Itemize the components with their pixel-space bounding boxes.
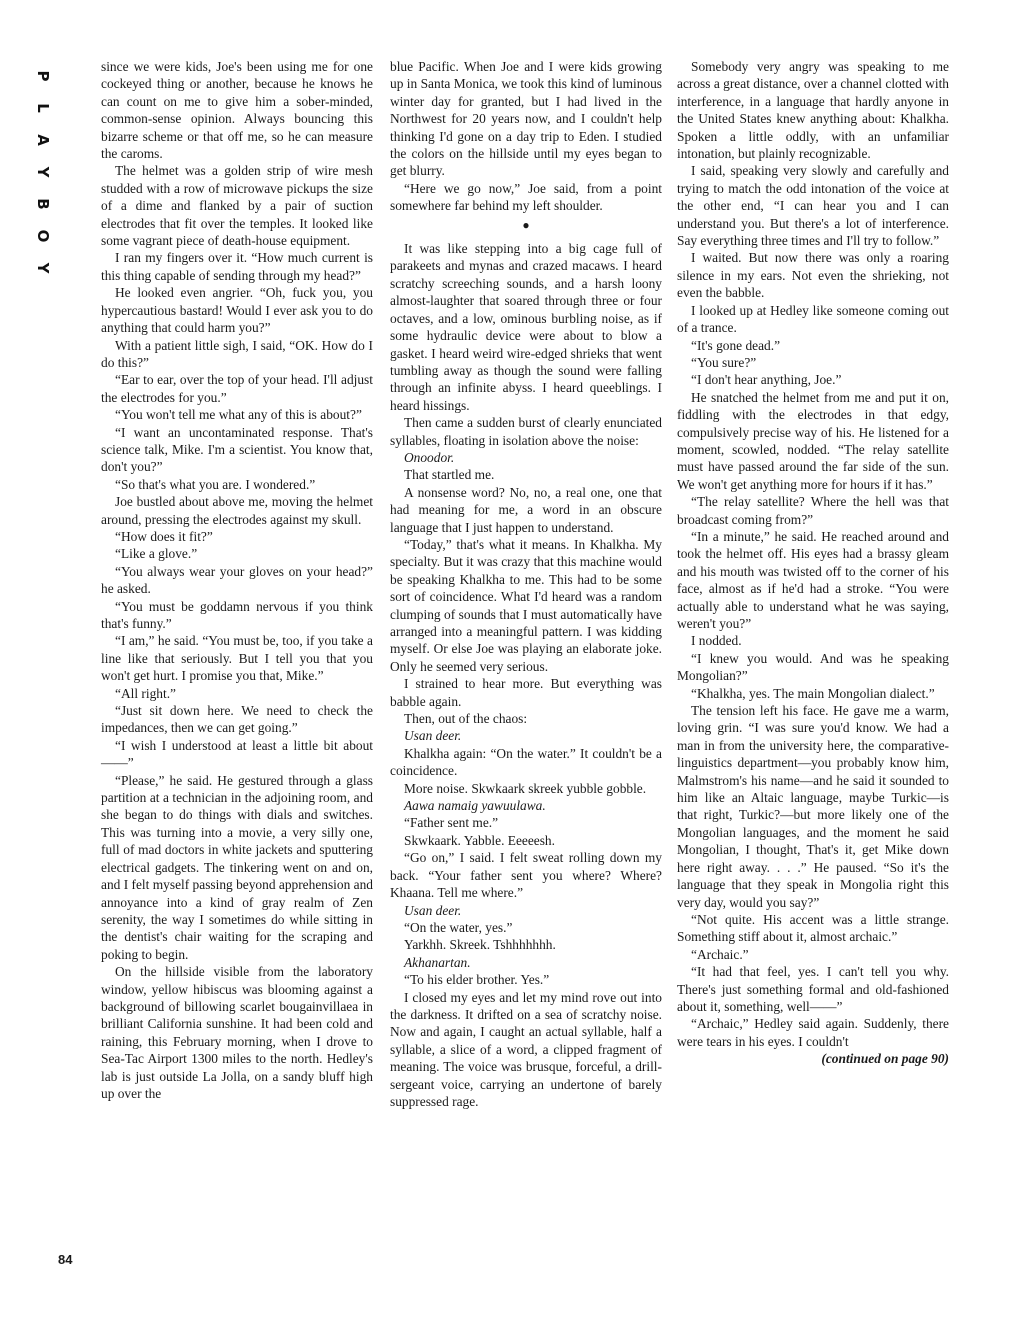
paragraph: I waited. But now there was only a roaring silence in my ears. Not even the shrieking, not even the babble. bbox=[677, 250, 949, 301]
paragraph: “I am,” he said. “You must be, too, if you take a line like that seriously. But I tell you that you won't get hurt. I promise you that, Mike.” bbox=[101, 633, 373, 684]
paragraph: That startled me. bbox=[404, 467, 495, 483]
text-column-3 bbox=[677, 58, 949, 1068]
paragraph: “Archaic,” Hedley said again. Suddenly, there were tears in his eyes. I couldn't bbox=[677, 1016, 949, 1049]
running-head-letter: Y bbox=[34, 262, 52, 274]
paragraph: “Father sent me.” bbox=[404, 815, 499, 831]
paragraph: “On the water, yes.” bbox=[404, 919, 513, 935]
paragraph: “So that's what you are. I wondered.” bbox=[115, 476, 316, 492]
paragraph: The tension left his face. He gave me a warm, loving grin. “I was sure you'd know. We had a man in from the university here, the comparative-linguistics department—you probably know him, Malmstrom's his name—and he said it sounded to him like an Altaic language, maybe Turkic—is that right, Turkic?—but more likely one of the Mongolian languages, and the moment he said Mongolian, I thought, That's it, get Mike down here right away. . . .” He paused. “So it's the language that they speak in Mongolia right this very day, would you say?” bbox=[677, 703, 949, 910]
paragraph: “The relay satellite? Where the hell was that broadcast coming from?” bbox=[677, 494, 949, 527]
paragraph: “How does it fit?” bbox=[115, 528, 213, 544]
paragraph: With a patient little sigh, I said, “OK. How do I do this?” bbox=[101, 337, 373, 370]
paragraph: Akhanartan. bbox=[404, 954, 471, 970]
paragraph: Usan deer. bbox=[404, 902, 462, 918]
paragraph: I closed my eyes and let my mind rove out into the darkness. It drifted on a sea of scratchy noise. Now and again, I caught an actual syllable, half a syllable, a slice of a word, a clipped fragment of meaning. The voice was brusque, forceful, a drill-sergeant voice, carrying an undertone of barely suppressed rage. bbox=[390, 989, 662, 1109]
paragraph: (continued on page 90) bbox=[821, 1051, 949, 1067]
paragraph: “You always wear your gloves on your head?” he asked. bbox=[101, 563, 373, 597]
text-column-1 bbox=[101, 58, 373, 1102]
paragraph: “Here we go now,” Joe said, from a point somewhere far behind my left shoulder. bbox=[390, 180, 662, 214]
paragraph: blue Pacific. When Joe and I were kids growing up in Santa Monica, we took this kind of luminous winter day for granted, but I had lived in the Northwest for 20 years now, and I couldn't help thinking I'd gone on a day trip to Eden. I studied the colors on the hillside until my eyes began to get blurry. bbox=[390, 59, 662, 179]
paragraph: Joe bustled about above me, moving the helmet around, pressing the electrodes against my skull. bbox=[101, 494, 373, 527]
paragraph: I nodded. bbox=[691, 633, 742, 649]
paragraph: “Go on,” I said. I felt sweat rolling down my back. “Your father sent you where? Where? Khaana. Tell me where.” bbox=[390, 850, 662, 901]
page-number: 84 bbox=[58, 1252, 73, 1267]
paragraph: “Just sit down here. We need to check the impedances, then we can get going.” bbox=[101, 703, 373, 736]
running-head-letter: P bbox=[34, 70, 52, 82]
paragraph: More noise. Skwkaark skreek yubble gobble. bbox=[404, 780, 647, 796]
paragraph: “Ear to ear, over the top of your head. I'll adjust the electrodes for you.” bbox=[101, 372, 373, 405]
paragraph: “Archaic.” bbox=[691, 946, 749, 962]
paragraph: Then came a sudden burst of clearly enunciated syllables, floating in isolation above the noise: bbox=[390, 415, 662, 448]
text-column-2 bbox=[390, 58, 662, 1110]
paragraph: Then, out of the chaos: bbox=[404, 711, 528, 727]
paragraph: “Khalkha, yes. The main Mongolian dialect.” bbox=[691, 685, 935, 701]
paragraph: Usan deer. bbox=[404, 728, 462, 744]
paragraph: I ran my fingers over it. “How much current is this thing capable of sending through my head?” bbox=[101, 250, 373, 283]
section-break: ● bbox=[522, 217, 530, 232]
paragraph: “You must be goddamn nervous if you think that's funny.” bbox=[101, 598, 373, 631]
paragraph: Somebody very angry was speaking to me across a great distance, over a channel clotted with interference, in a language that hardly anyone in the United States knew anything about: Khalkha. Spoken a little oddly, with an unfamiliar intonation, but plainly recognizable. bbox=[677, 59, 949, 162]
paragraph: Skwkaark. Yabble. Eeeeesh. bbox=[404, 832, 555, 848]
paragraph: Yarkhh. Skreek. Tshhhhhhh. bbox=[404, 937, 556, 953]
paragraph: “You won't tell me what any of this is about?” bbox=[115, 407, 362, 423]
running-head-letter: Y bbox=[34, 166, 52, 178]
paragraph: “In a minute,” he said. He reached around and took the helmet off. His eyes had a brassy gleam and his mouth was twisted off to the corner of his face, almost as if he'd had a stroke. “You were actually able to understand what he was saying, weren't you?” bbox=[677, 528, 949, 631]
running-head-letter: B bbox=[34, 198, 52, 210]
paragraph: “It had that feel, yes. I can't tell you why. There's just something formal and old-fashioned about it, something, well——” bbox=[677, 964, 949, 1014]
paragraph: since we were kids, Joe's been using me for one cockeyed thing or another, because he knows he can count on me to give him a sober-minded, common-sense opinion. Always bouncing this bizarre scheme or that off me, so he can measure the caroms. bbox=[101, 59, 373, 162]
running-head-letter: A bbox=[34, 134, 52, 146]
paragraph: I said, speaking very slowly and carefully and trying to match the odd intonation of the voice at the other end, “I can hear you and I can understand you. But there's a lot of interference. Say everything three times and I'll try to follow.” bbox=[677, 163, 949, 249]
paragraph: “Today,” that's what it means. In Khalkha. My specialty. But it was crazy that this machine would be speaking Khalkha to me. This had to be some sort of coincidence. What I'd heard was a random clumping of sounds that I must automatically have arranged into a meaningful pattern. I was kidding myself. Or else Joe was playing an elaborate joke. Only he seemed very serious. bbox=[390, 536, 662, 674]
paragraph: A nonsense word? No, no, a real one, one that had meaning for me, a word in an obscure language that I just happen to understand. bbox=[390, 484, 662, 535]
paragraph: “You sure?” bbox=[691, 354, 757, 370]
paragraph: “Please,” he said. He gestured through a glass partition at a technician in the adjoining room, and she began to do things with dials and switches. This was turning into a movie, a very silly one, full of mad doctors in white jackets and sputtering electrical gadgets. The tinkering went on and on, and I felt myself passing beyond apprehension and annoyance into a kind of gray realm of Zen serenity, the way I sometimes do while sitting in the dentist's chair waiting for the scraping and poking to begin. bbox=[101, 772, 373, 962]
paragraph: On the hillside visible from the laboratory window, yellow hibiscus was blooming against a background of billowing scarlet bougainvillaea in brilliant California sunshine. It had been cold and raining, this February morning, when I drove to Sea-Tac Airport 1300 miles to the north. Hedley's lab is just outside La Jolla, on a sandy bluff high up over the bbox=[101, 964, 373, 1101]
paragraph: Onoodor. bbox=[404, 449, 455, 465]
paragraph: The helmet was a golden strip of wire mesh studded with a row of microwave pickups the size of a dime and flanked by a pair of suction electrodes that fit over the temples. It looked like some vagrant piece of death-house equipment. bbox=[101, 163, 373, 249]
running-head-letter: L bbox=[34, 103, 52, 113]
paragraph: “I knew you would. And was he speaking Mongolian?” bbox=[677, 650, 949, 684]
paragraph: “It's gone dead.” bbox=[691, 337, 781, 353]
running-head-letter: O bbox=[34, 229, 52, 243]
paragraph: “Like a glove.” bbox=[115, 546, 198, 562]
paragraph: I looked up at Hedley like someone coming out of a trance. bbox=[677, 302, 949, 336]
paragraph: “I don't hear anything, Joe.” bbox=[691, 372, 842, 388]
paragraph: Aawa namaig yawuulawa. bbox=[404, 798, 546, 814]
paragraph: “All right.” bbox=[115, 685, 176, 701]
paragraph: He snatched the helmet from me and put it on, fiddling with the electrodes in that edgy, compulsively precise way of his. He listened for a moment, scowled, nodded. “The relay satellite must have passed around the far side of the sun. We won't get anything more for hours if it has.” bbox=[677, 389, 949, 492]
paragraph: Khalkha again: “On the water.” It couldn't be a coincidence. bbox=[390, 745, 662, 779]
paragraph: I strained to hear more. But everything was babble again. bbox=[390, 676, 662, 709]
running-head bbox=[26, 60, 52, 284]
paragraph: “I wish I understood at least a little bit about——” bbox=[101, 737, 373, 771]
paragraph: “I want an uncontaminated response. That's science talk, Mike. I'm a scientist. You know that, don't you?” bbox=[101, 424, 373, 475]
paragraph: It was like stepping into a big cage full of parakeets and mynas and crazed macaws. I heard scratchy screeching sounds, and a harsh loony almost-laughter that soared through three or four octaves, and a low, ominous burbling noise, as if some hydraulic device were about to blow a gasket. I heard weird wire-edged shrieks that went tumbling away as though the sound were falling through an infinite abyss. I heard queeblings. I heard hissings. bbox=[390, 241, 662, 413]
paragraph: He looked even angrier. “Oh, fuck you, you hypercautious bastard! Would I ever ask you to do anything that could harm you?” bbox=[101, 285, 373, 336]
paragraph: “To his elder brother. Yes.” bbox=[404, 972, 550, 988]
paragraph: “Not quite. His accent was a little strange. Something stiff about it, almost archaic.” bbox=[677, 911, 949, 945]
